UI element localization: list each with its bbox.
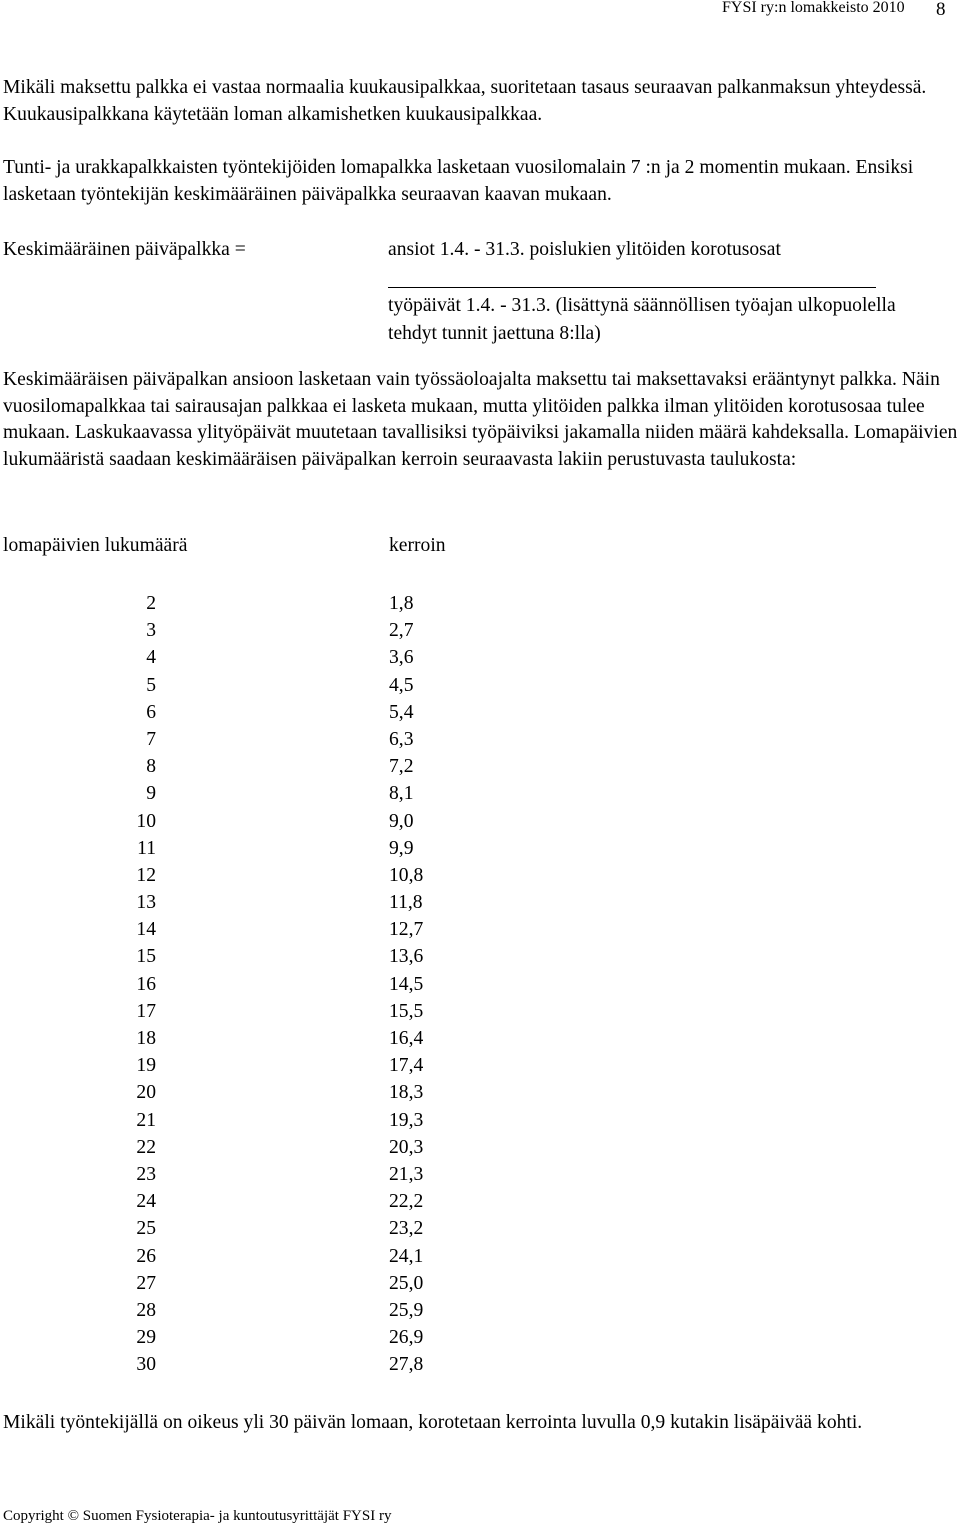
table-row bbox=[0, 1243, 500, 1270]
coefficient-cell: 7,2 bbox=[389, 756, 414, 778]
coefficient-cell: 26,9 bbox=[389, 1327, 424, 1349]
vacation-days-cell: 28 bbox=[136, 1299, 156, 1321]
vacation-days-cell: 8 bbox=[146, 756, 156, 778]
column-header-days: lomapäivien lukumäärä bbox=[3, 535, 188, 556]
vacation-days-cell: 16 bbox=[136, 973, 156, 995]
table-row bbox=[0, 1052, 500, 1079]
coefficient-cell: 27,8 bbox=[389, 1354, 424, 1376]
coefficient-cell: 1,8 bbox=[389, 593, 414, 614]
vacation-days-cell: 19 bbox=[136, 1055, 156, 1077]
vacation-days-cell: 30 bbox=[136, 1354, 156, 1376]
vacation-days-cell: 23 bbox=[136, 1163, 156, 1185]
coefficient-cell: 25,0 bbox=[389, 1272, 424, 1294]
coefficient-cell: 25,9 bbox=[389, 1299, 424, 1321]
vacation-days-cell: 10 bbox=[136, 810, 156, 832]
vacation-days-cell: 9 bbox=[146, 783, 156, 805]
table-row bbox=[0, 780, 500, 807]
table-row bbox=[0, 1270, 500, 1297]
table-row bbox=[0, 889, 500, 916]
paragraph-hourly-pay: Tunti- ja urakkapalkkaisten työntekijöiden lomapalkka lasketaan vuosilomalain 7 :n ja 2 momentin mukaan. Ensiksi lasketaan työntekijän keskimääräinen päiväpalkka seuraavan kaavan mukaan. bbox=[3, 157, 914, 205]
vacation-days-cell: 7 bbox=[146, 728, 156, 750]
table-row bbox=[0, 998, 500, 1025]
page-number: 8 bbox=[936, 0, 946, 20]
paragraph-extra-days: Mikäli työntekijällä on oikeus yli 30 päivän lomaan, korotetaan kerrointa luvulla 0,9 kutakin lisäpäivää kohti. bbox=[3, 1412, 863, 1433]
vacation-days-cell: 17 bbox=[136, 1000, 156, 1022]
coefficient-cell: 5,4 bbox=[389, 701, 414, 723]
vacation-days-cell: 26 bbox=[136, 1245, 156, 1267]
coefficient-cell: 21,3 bbox=[389, 1163, 424, 1185]
vacation-days-cell: 22 bbox=[136, 1136, 156, 1158]
vacation-days-cell: 2 bbox=[146, 593, 156, 614]
table-row bbox=[0, 916, 500, 943]
coefficient-cell: 9,9 bbox=[389, 837, 414, 859]
page-header bbox=[0, 0, 960, 22]
coefficient-cell: 6,3 bbox=[389, 728, 414, 750]
table-row bbox=[0, 1188, 500, 1215]
vacation-days-cell: 25 bbox=[136, 1218, 156, 1240]
table-row bbox=[0, 617, 500, 644]
coefficient-table bbox=[0, 590, 500, 1378]
vacation-days-cell: 6 bbox=[146, 701, 156, 723]
vacation-days-cell: 29 bbox=[136, 1327, 156, 1349]
coefficient-cell: 24,1 bbox=[389, 1245, 424, 1267]
table-row bbox=[0, 1215, 500, 1242]
table-row bbox=[0, 971, 500, 998]
vacation-days-cell: 14 bbox=[136, 919, 156, 941]
table-row bbox=[0, 726, 500, 753]
coefficient-cell: 23,2 bbox=[389, 1218, 424, 1240]
vacation-days-cell: 27 bbox=[136, 1272, 156, 1294]
paragraph-salary-adjustment: Mikäli maksettu palkka ei vastaa normaalia kuukausipalkkaa, suoritetaan tasaus seuraavan palkanmaksun yhteydessä. Kuukausipalkkana käytetään loman alkamishetken kuukausipalkkaa. bbox=[3, 77, 927, 125]
table-row bbox=[0, 1107, 500, 1134]
table-row bbox=[0, 699, 500, 726]
table-row bbox=[0, 1161, 500, 1188]
table-row bbox=[0, 943, 500, 970]
vacation-days-cell: 21 bbox=[136, 1109, 156, 1131]
coefficient-cell: 12,7 bbox=[389, 919, 424, 941]
coefficient-cell: 22,2 bbox=[389, 1191, 424, 1213]
coefficient-cell: 15,5 bbox=[389, 1000, 424, 1022]
document-title: FYSI ry:n lomakkeisto 2010 bbox=[722, 0, 905, 16]
vacation-days-cell: 12 bbox=[136, 864, 156, 886]
coefficient-cell: 8,1 bbox=[389, 783, 414, 805]
coefficient-cell: 16,4 bbox=[389, 1028, 424, 1049]
vacation-days-cell: 15 bbox=[136, 946, 156, 968]
vacation-days-cell: 4 bbox=[146, 647, 156, 669]
coefficient-cell: 20,3 bbox=[389, 1136, 424, 1158]
table-row bbox=[0, 1134, 500, 1161]
coefficient-cell: 11,8 bbox=[389, 892, 423, 914]
table-row bbox=[0, 1025, 500, 1052]
vacation-days-cell: 18 bbox=[136, 1028, 156, 1049]
coefficient-cell: 13,6 bbox=[389, 946, 424, 968]
formula-label: Keskimääräinen päiväpalkka = bbox=[3, 239, 246, 260]
coefficient-cell: 2,7 bbox=[389, 620, 414, 642]
vacation-days-cell: 3 bbox=[146, 620, 156, 642]
vacation-days-cell: 13 bbox=[136, 892, 156, 914]
table-row bbox=[0, 1324, 500, 1351]
table-row bbox=[0, 862, 500, 889]
coefficient-cell: 4,5 bbox=[389, 674, 414, 696]
vacation-days-cell: 5 bbox=[146, 674, 156, 696]
coefficient-cell: 18,3 bbox=[389, 1082, 424, 1104]
formula-denominator: työpäivät 1.4. - 31.3. (lisättynä säännöllisen työajan ulkopuolella tehdyt tunnit jaettuna 8:lla) bbox=[388, 295, 896, 344]
copyright-footer: Copyright © Suomen Fysioterapia- ja kuntoutusyrittäjät FYSI ry bbox=[3, 1508, 392, 1524]
coefficient-cell: 10,8 bbox=[389, 864, 424, 886]
coefficient-cell: 14,5 bbox=[389, 973, 424, 995]
coefficient-cell: 3,6 bbox=[389, 647, 414, 669]
table-row bbox=[0, 1079, 500, 1106]
vacation-days-cell: 24 bbox=[136, 1191, 156, 1213]
table-row bbox=[0, 808, 500, 835]
formula-numerator: ansiot 1.4. - 31.3. poislukien ylitöiden korotusosat bbox=[388, 239, 781, 260]
table-row bbox=[0, 672, 500, 699]
table-row bbox=[0, 590, 500, 617]
table-row bbox=[0, 644, 500, 671]
vacation-days-cell: 11 bbox=[137, 837, 156, 859]
table-row bbox=[0, 753, 500, 780]
table-row bbox=[0, 835, 500, 862]
paragraph-average-pay: Keskimääräisen päiväpalkan ansioon lasketaan vain työssäoloajalta maksettu tai maksettavaksi erääntynyt palkka. Näin vuosilomapalkkaa tai sairausajan palkkaa ei lasketa mukaan, mutta ylitöiden palkka ilman ylitöiden korotusosaa tulee mukaan. Laskukaavassa ylityöpäivät muutetaan tavallisiksi työpäiviksi jakamalla niiden määrä kahdeksalla. Lomapäivien lukumääristä saadaan keskimääräisen päiväpalkan kerroin seuraavasta lakiin perustuvasta taulukosta: bbox=[3, 369, 958, 471]
fraction-line bbox=[388, 287, 876, 288]
vacation-days-cell: 20 bbox=[136, 1082, 156, 1104]
coefficient-cell: 17,4 bbox=[389, 1055, 424, 1077]
coefficient-cell: 9,0 bbox=[389, 810, 414, 832]
coefficient-cell: 19,3 bbox=[389, 1109, 424, 1131]
column-header-coefficient: kerroin bbox=[389, 535, 446, 556]
table-row bbox=[0, 1351, 500, 1378]
table-row bbox=[0, 1297, 500, 1324]
